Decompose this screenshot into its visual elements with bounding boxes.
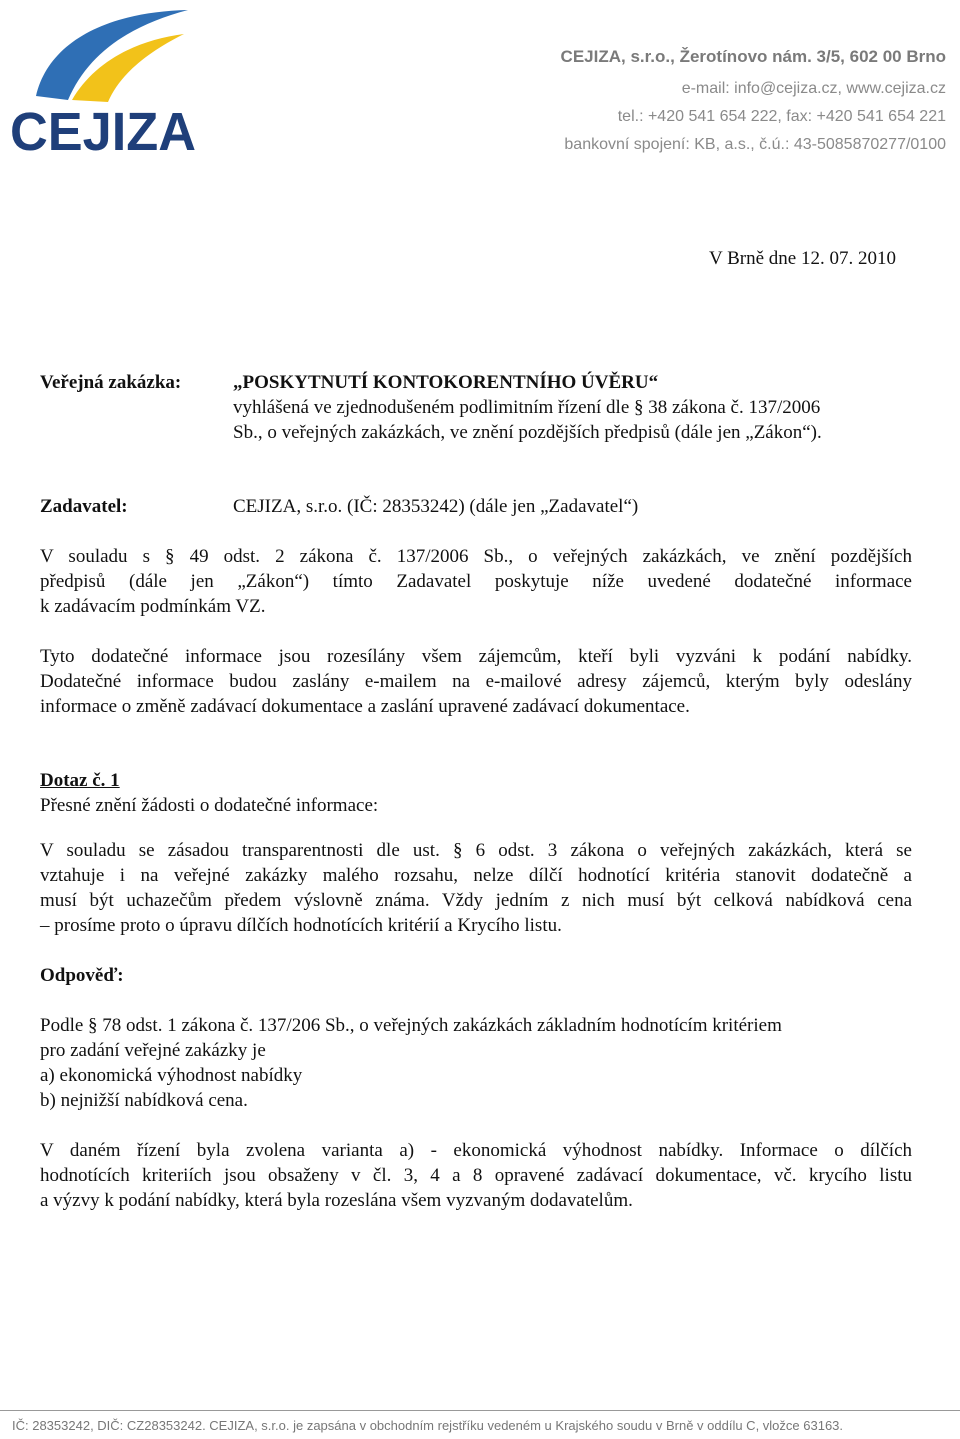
contracting-authority-value: CEJIZA, s.r.o. (IČ: 28353242) (dále jen „Zadavatel“): [233, 496, 639, 517]
contract-description-line2: Sb., o veřejných zakázkách, ve znění pozdějších předpisů (dále jen „Zákon“).: [233, 422, 822, 443]
intro-line: předpisů (dále jen „Zákon“) tímto Zadavatel poskytuje níže uvedené dodatečné informace: [40, 571, 912, 592]
question-line: – prosíme proto o úpravu dílčích hodnotících kritérií a Krycího listu.: [40, 915, 562, 936]
company-email[interactable]: e-mail: info@cejiza.cz, www.cejiza.cz: [681, 80, 946, 97]
footer-registration: IČ: 28353242, DIČ: CZ28353242. CEJIZA, s.r.o. je zapsána v obchodním rejstříku vedeném u Krajského soudu v Brně v oddílu C, vložce 63163.: [12, 1418, 844, 1433]
logo-wordmark: CEJIZA: [10, 102, 196, 154]
distribution-paragraph: [40, 644, 912, 719]
document-date: V Brně dne 12. 07. 2010: [709, 248, 896, 269]
question-subheading: Přesné znění žádosti o dodatečné informace:: [40, 795, 379, 816]
answer-line: V daném řízení byla zvolena varianta a) - ekonomická výhodnost nabídky. Informace o dílčích: [40, 1140, 912, 1161]
answer-heading: Odpověď:: [40, 965, 124, 986]
distribution-line: Tyto dodatečné informace jsou rozesílány všem zájemcům, kteří byli vyzváni k podání nabídky.: [40, 646, 912, 667]
answer-line: pro zadání veřejné zakázky je: [40, 1040, 266, 1061]
answer-line: Podle § 78 odst. 1 zákona č. 137/206 Sb., o veřejných zakázkách základním hodnotícím kritériem: [40, 1015, 782, 1036]
question-line: vztahuje i na veřejné zakázky malého rozsahu, nelze dílčí hodnotící kritéria stanovit dodatečně a: [40, 865, 912, 886]
intro-line: k zadávacím podmínkám VZ.: [40, 596, 266, 617]
cejiza-logo: [8, 4, 198, 154]
answer-paragraph-1: [40, 1013, 912, 1113]
intro-line: V souladu s § 49 odst. 2 zákona č. 137/2006 Sb., o veřejných zakázkách, ve znění pozdějších: [40, 546, 912, 567]
contract-description-line1: vyhlášená ve zjednodušeném podlimitním řízení dle § 38 zákona č. 137/2006: [233, 397, 821, 418]
company-phone: tel.: +420 541 654 222, fax: +420 541 654 221: [617, 108, 946, 125]
answer-line: a výzvy k podání nabídky, která byla rozeslána všem vyzvaným dodavatelům.: [40, 1190, 633, 1211]
company-bank: bankovní spojení: KB, a.s., č.ú.: 43-5085870277/0100: [564, 136, 946, 153]
answer-line: b) nejnižší nabídková cena.: [40, 1090, 248, 1111]
contracting-authority-label: Zadavatel:: [40, 496, 128, 517]
answer-line: a) ekonomická výhodnost nabídky: [40, 1065, 303, 1086]
answer-paragraph-2: [40, 1138, 912, 1213]
distribution-line: informace o změně zadávací dokumentace a zaslání upravené zadávací dokumentace.: [40, 696, 690, 717]
question-paragraph: [40, 838, 912, 938]
intro-paragraph: [40, 544, 912, 619]
contract-label: Veřejná zakázka:: [40, 372, 182, 393]
question-line: musí být uchazečům předem výslovně známa. Vždy jedním z nich musí být celková nabídková cena: [40, 890, 912, 911]
company-address: CEJIZA, s.r.o., Žerotínovo nám. 3/5, 602 00 Brno: [560, 47, 946, 66]
distribution-line: Dodatečné informace budou zaslány e-mailem na e-mailové adresy zájemců, kterým byly odeslány: [40, 671, 912, 692]
footer-divider: [0, 1410, 960, 1411]
question-heading: Dotaz č. 1: [40, 770, 120, 791]
answer-line: hodnotících kriteriích jsou obsaženy v čl. 3, 4 a 8 opravené zadávací dokumentace, vč. krycího listu: [40, 1165, 912, 1186]
contract-title: „POSKYTNUTÍ KONTOKORENTNÍHO ÚVĚRU“: [233, 372, 659, 393]
question-line: V souladu se zásadou transparentnosti dle ust. § 6 odst. 3 zákona o veřejných zakázkách, která se: [40, 840, 912, 861]
